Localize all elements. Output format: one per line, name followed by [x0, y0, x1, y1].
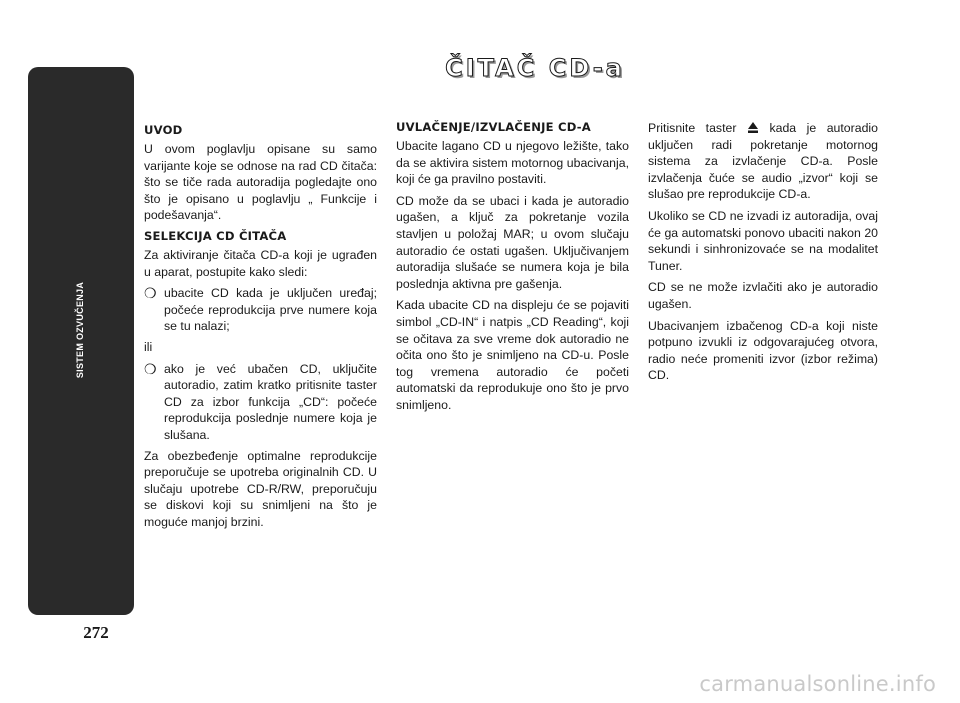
heading-cd-selection: SELEKCIJA CD ČITAČA [144, 228, 287, 243]
heading-insert-eject: UVLAČENJE/IZVLAČENJE CD-A [396, 120, 591, 134]
paragraph-cd-reading: Kada ubacite CD na displeju će se pojaviti simbol „CD-IN“ i natpis „CD Reading“, koji se očitava za sve vreme dok autoradio ne očita ono što je snimljeno na CD-u. Posle tog vremena autoradio će početi automatski da reprodukuje ono što je prvo snimljeno. [396, 298, 629, 412]
section-label: SISTEM OZVUČENJA [75, 281, 85, 379]
page-title: ČITAČ CD-a [445, 54, 625, 82]
watermark: carmanualsonline.info [699, 672, 936, 696]
paragraph-insert-off: CD može da se ubaci i kada je autoradio ugašen, a ključ za pokretanje vozila stavljen u položaj MAR; u ovom slučaju autoradio će ostati ugašen. Uključivanjem autoradija slušaće se numera koja je bila poslednja aktivna pre gašenja. [396, 193, 629, 291]
paragraph-no-eject: CD se ne može izvlačiti ako je autoradio ugašen. [648, 280, 878, 311]
bullet-text: ako je već ubačen CD, uključite autoradio, zatim kratko pritisnite taster CD za izbor funkcija „CD“: počeće reprodukcija poslednje numere koja je slušana. [164, 361, 377, 442]
circle-bullet-icon: ❍ [144, 285, 157, 302]
bullet-text: ubacite CD kada je uključen uređaj; počeće reprodukcija prve numere koja se tu nalazi; [164, 286, 377, 334]
eject-text-after: kada je autoradio uključen radi pokretanje motornog sistema za izvlačenje CD-a. Posle izvlačenja čuće se audio „izvor“ koji se slušao pre reprodukcije CD-a. [648, 121, 878, 202]
circle-bullet-icon: ❍ [144, 360, 157, 377]
page-number: 272 [83, 623, 109, 642]
column-3 [648, 120, 878, 389]
paragraph-recommendation: Za obezbeđenje optimalne reprodukcije preporučuje se upotreba originalnih CD. U slučaju upotrebe CD-R/RW, preporučuju se diskovi koji su snimljeni na što je moguće manjoj brzini. [144, 448, 377, 529]
heading-intro: UVOD [144, 123, 183, 137]
paragraph-eject [648, 120, 878, 203]
bullet-item [144, 285, 377, 335]
paragraph-activation: Za aktiviranje čitača CD-a koji je ugrađen u aparat, postupite kako sledi: [144, 247, 377, 279]
bullet-item [144, 361, 377, 444]
paragraph-insert: Ubacite lagano CD u njegovo ležište, tako da se aktivira sistem motornog ubacivanja, koji će ga pravilno postaviti. [396, 139, 629, 187]
column-2 [396, 120, 629, 419]
eject-icon [748, 122, 758, 133]
or-text: ili [144, 339, 153, 354]
paragraph-reinsert: Ubacivanjem izbačenog CD-a koji niste potpuno izvukli iz odgovarajućeg otvora, radio neće promeniti izvor (izbor režima) CD. [648, 318, 878, 383]
paragraph-intro: U ovom poglavlju opisane su samo varijante koje se odnose na rad CD čitača: što se tiče rada autoradija pogledajte ono što je opisano u poglavlju „ Funkcije i podešavanja“. [144, 142, 377, 223]
column-1 [144, 120, 377, 535]
paragraph-auto-reinsert: Ukoliko se CD ne izvadi iz autoradija, ovaj će ga automatski ponovo ubaciti nakon 20 sekundi i sinhronizovaće se na modalitet Tuner. [648, 208, 878, 273]
eject-text-before: Pritisnite taster [648, 121, 737, 135]
